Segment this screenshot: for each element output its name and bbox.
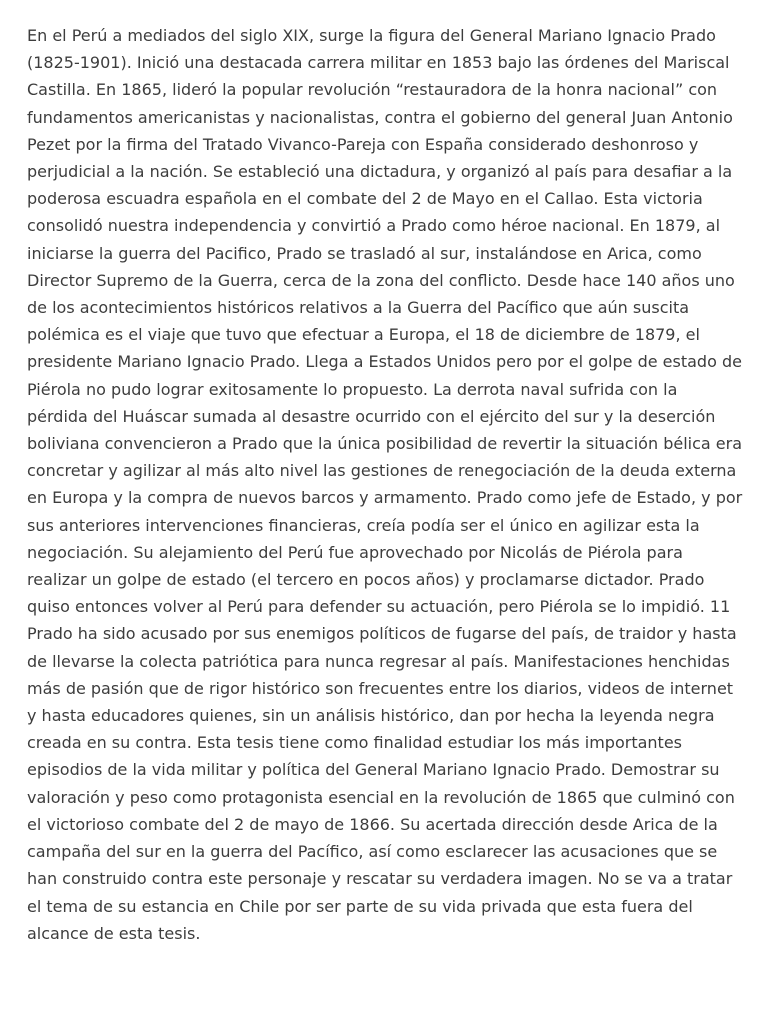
document-body	[27, 22, 743, 947]
body-paragraph: En el Perú a mediados del siglo XIX, surge la figura del General Mariano Ignacio Prado (1825-1901). Inició una destacada carrera militar en 1853 bajo las órdenes del Mariscal Castilla. En 1865, lideró la popular revolución “restauradora de la honra nacional” con fundamentos americanistas y nacionalistas, contra el gobierno del general Juan Antonio Pezet por la firma del Tratado Vivanco-Pareja con España considerado deshonroso y perjudicial a la nación. Se estableció una dictadura, y organizó al país para desafiar a la poderosa escuadra española en el combate del 2 de Mayo en el Callao. Esta victoria consolidó nuestra independencia y convirtió a Prado como héroe nacional. En 1879, al iniciarse la guerra del Pacifico, Prado se trasladó al sur, instalándose en Arica, como Director Supremo de la Guerra, cerca de la zona del conflicto. Desde hace 140 años uno de los acontecimientos históricos relativos a la Guerra del Pacífico que aún suscita polémica es el viaje que tuvo que efectuar a Europa, el 18 de diciembre de 1879, el presidente Mariano Ignacio Prado. Llega a Estados Unidos pero por el golpe de estado de Piérola no pudo lograr exitosamente lo propuesto. La derrota naval sufrida con la pérdida del Huáscar sumada al desastre ocurrido con el ejército del sur y la deserción boliviana convencieron a Prado que la única posibilidad de revertir la situación bélica era concretar y agilizar al más alto nivel las gestiones de renegociación de la deuda externa en Europa y la compra de nuevos barcos y armamento. Prado como jefe de Estado, y por sus anteriores intervenciones financieras, creía podía ser el único en agilizar esta la negociación. Su alejamiento del Perú fue aprovechado por Nicolás de Piérola para realizar un golpe de estado (el tercero en pocos años) y proclamarse dictador. Prado quiso entonces volver al Perú para defender su actuación, pero Piérola se lo impidió. 11 Prado ha sido acusado por sus enemigos políticos de fugarse del país, de traidor y hasta de llevarse la colecta patriótica para nunca regresar al país. Manifestaciones henchidas más de pasión que de rigor histórico son frecuentes entre los diarios, videos de internet y hasta educadores quienes, sin un análisis histórico, dan por hecha la leyenda negra creada en su contra. Esta tesis tiene como finalidad estudiar los más importantes episodios de la vida militar y política del General Mariano Ignacio Prado. Demostrar su valoración y peso como protagonista esencial en la revolución de 1865 que culminó con el victorioso combate del 2 de mayo de 1866. Su acertada dirección desde Arica de la campaña del sur en la guerra del Pacífico, así como esclarecer las acusaciones que se han construido contra este personaje y rescatar su verdadera imagen. No se va a tratar el tema de su estancia en Chile por ser parte de su vida privada que esta fuera del alcance de esta tesis.	[27, 26, 743, 943]
